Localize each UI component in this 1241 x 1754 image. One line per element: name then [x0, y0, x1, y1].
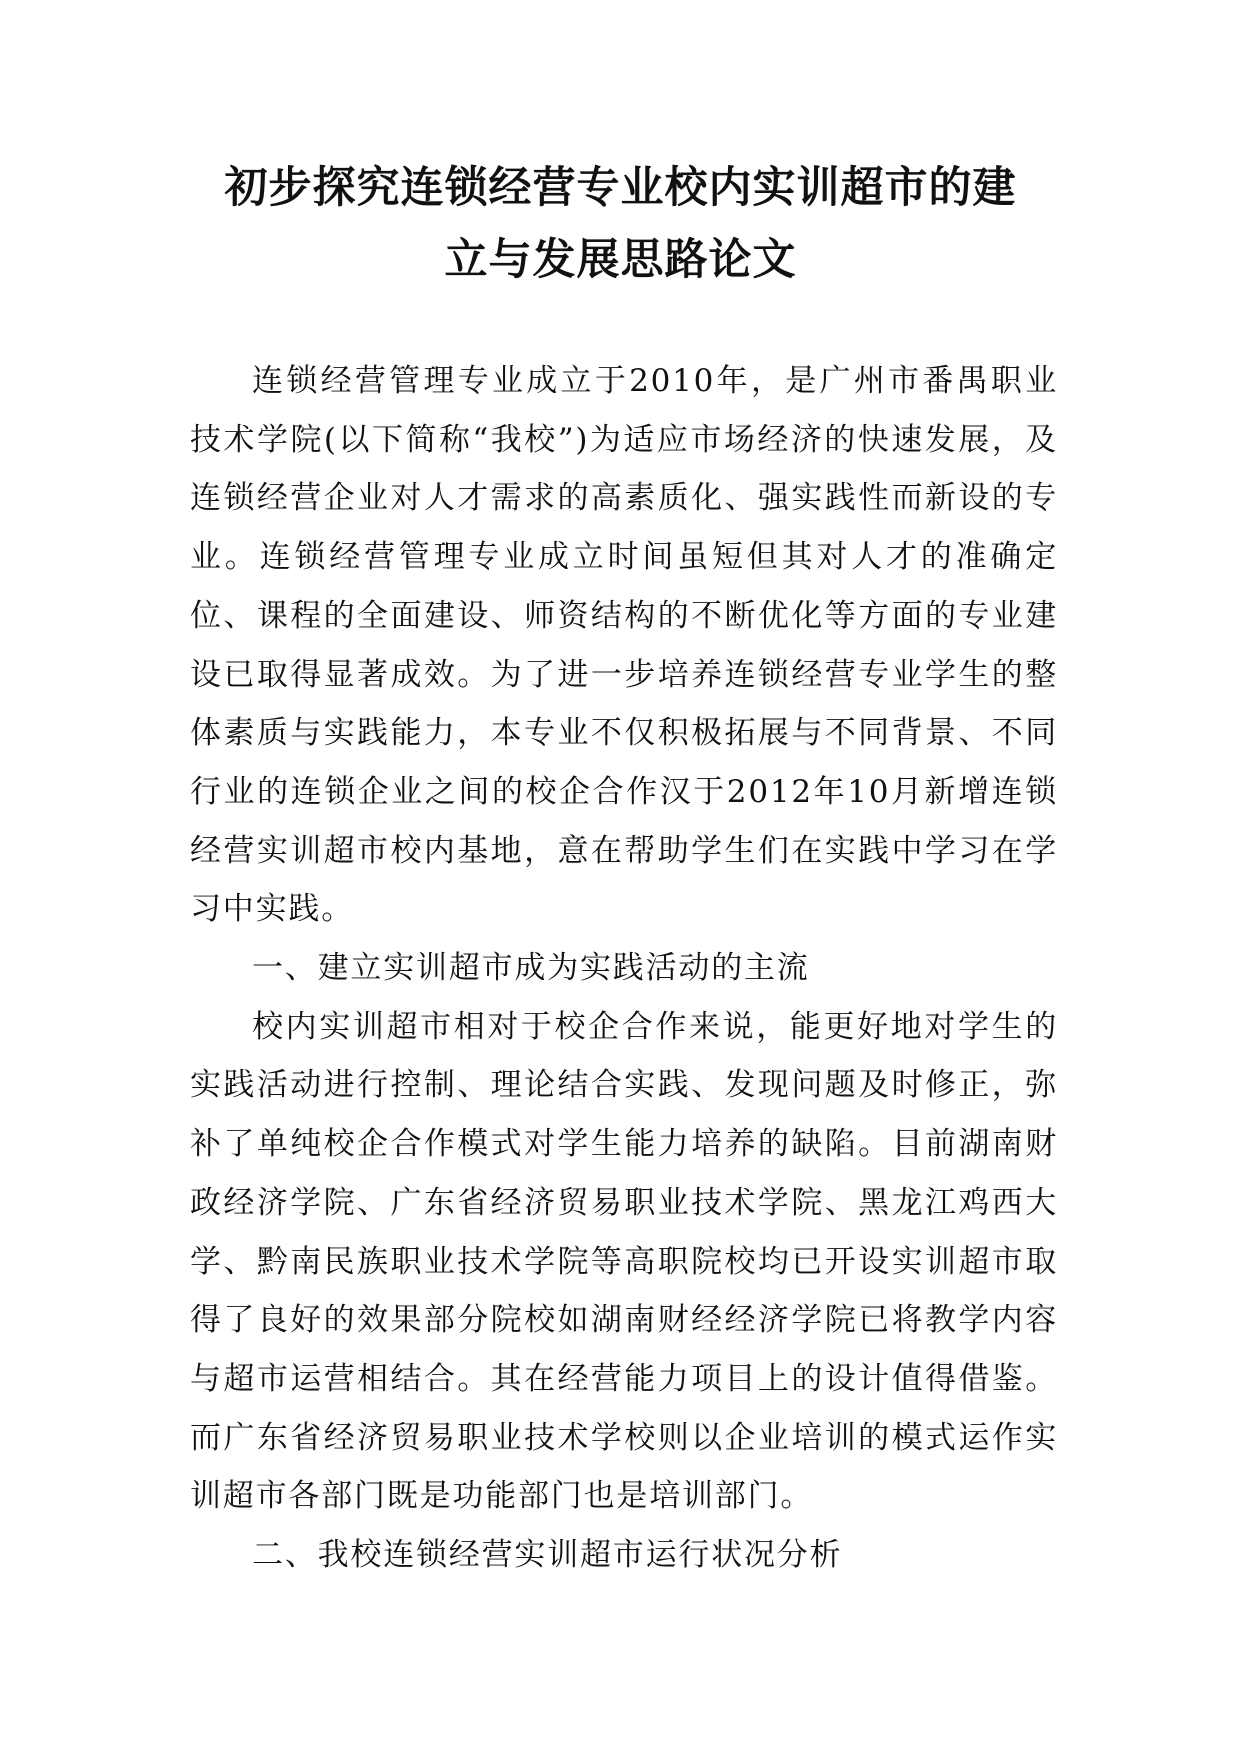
title-line-2: 立与发展思路论文	[444, 235, 797, 285]
section-heading-1: 一、建立实训超市成为实践活动的主流	[252, 950, 810, 987]
section-heading-2: 二、我校连锁经营实训超市运行状况分析	[252, 1537, 843, 1574]
document-title	[150, 152, 1091, 296]
title-line-1: 初步探究连锁经营专业校内实训超市的建	[224, 163, 1017, 213]
document-body	[190, 352, 1058, 1585]
section-1-paragraph: 校内实训超市相对于校企合作来说，能更好地对学生的实践活动进行控制、理论结合实践、发现问题及时修正，弥补了单纯校企合作模式对学生能力培养的缺陷。目前湖南财政经济学院、广东省经济贸易职业技术学院、黑龙江鸡西大学、黔南民族职业技术学院等高职院校均已开设实训超市取得了良好的效果部分院校如湖南财经经济学院已将教学内容与超市运营相结合。其在经营能力项目上的设计值得借鉴。而广东省经济贸易职业技术学校则以企业培训的模式运作实训超市各部门既是功能部门也是培训部门。	[190, 1008, 1058, 1515]
intro-paragraph: 连锁经营管理专业成立于2010年，是广州市番禺职业技术学院(以下简称“我校”)为适应市场经济的快速发展，及连锁经营企业对人才需求的高素质化、强实践性而新设的专业。连锁经营管理专业成立时间虽短但其对人才的准确定位、课程的全面建设、师资结构的不断优化等方面的专业建设已取得显著成效。为了进一步培养连锁经营专业学生的整体素质与实践能力，本专业不仅积极拓展与不同背景、不同行业的连锁企业之间的校企合作汉于2012年10月新增连锁经营实训超市校内基地，意在帮助学生们在实践中学习在学习中实践。	[190, 363, 1058, 928]
